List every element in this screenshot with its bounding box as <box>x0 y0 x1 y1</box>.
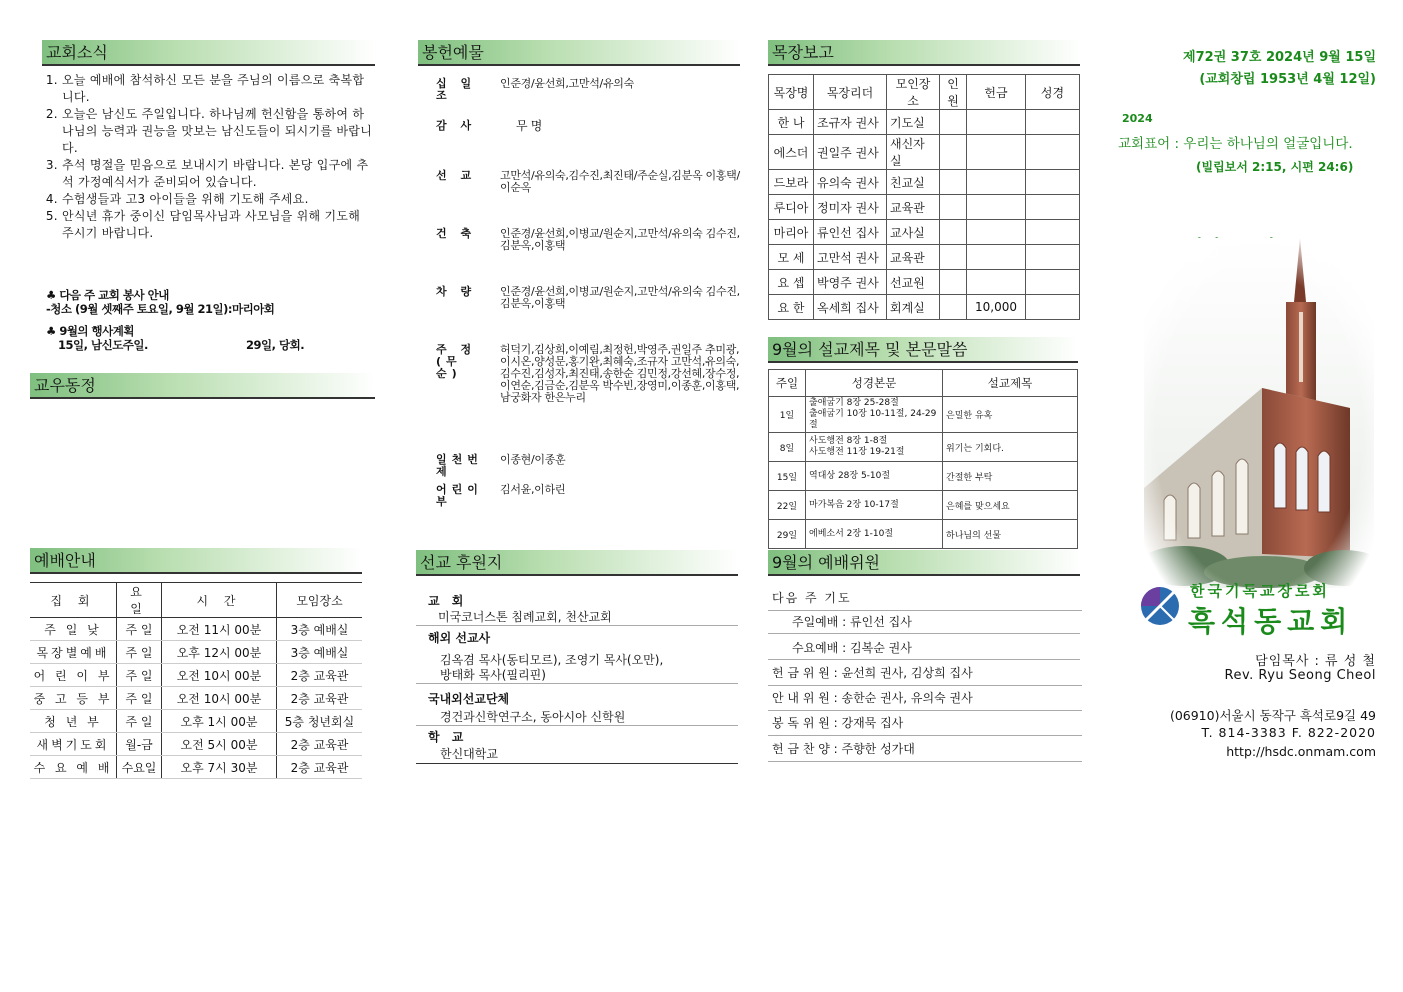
mission-school-value: 한신대학교 <box>416 744 738 764</box>
duty-row: 헌 금 찬 양 : 주향한 성가대 <box>768 737 1082 762</box>
worship-header: 시 간 <box>162 583 277 618</box>
offering-value: 이종현/이종훈 <box>500 453 566 466</box>
cell-report-cell <box>967 170 1026 195</box>
cell-report-cell <box>1026 110 1080 135</box>
mission-overseas-label: 해외 선교사 <box>428 631 491 645</box>
cell-report-cell <box>1026 195 1080 220</box>
cell-report-header: 헌금 <box>967 75 1026 110</box>
event-item: 29일, 당회. <box>246 338 305 352</box>
cover-panel <box>1110 40 1380 770</box>
worship-header: 요 일 <box>117 583 162 618</box>
cell-report-table <box>768 74 1080 320</box>
cell-report-cell: 모 세 <box>769 245 814 270</box>
worship-cell: 어 린 이 부 <box>30 664 117 687</box>
service-notice-title: ♣ 다음 주 교회 봉사 안내 <box>46 288 169 302</box>
cell-report-title: 목장보고 <box>772 43 834 62</box>
sermon-header: 설교제목 <box>943 370 1078 397</box>
cell-report-row <box>769 135 1080 170</box>
worship-cell: 주 일 <box>117 664 162 687</box>
cell-report-cell <box>967 195 1026 220</box>
news-item: 2. 오늘은 남신도 주일입니다. 하나님께 헌신함을 통하여 하나님의 능력과 권능을 맛보는 남신도들이 되시기를 바랍니다. <box>62 106 375 157</box>
worship-table <box>30 582 362 779</box>
offering-value: 허덕기,김상희,이예림,최정헌,박영주,권일주 추미광,이시온,양성문,홍기완,최혜숙,조규자 고만석,유의숙,김수진,김성자,최진태,송한순 김민정,강선혜,장수정,이연순,김금순,김분옥 박수빈,장영미,이종훈,이홍택,남궁화자 한은누리 <box>500 343 740 404</box>
cell-report-cell: 류인선 집사 <box>814 220 887 245</box>
offering-label: 주 정 (무 순) <box>436 343 477 380</box>
sermon-header-row <box>769 370 1078 397</box>
sermon-scripture: 사도행전 8장 1-8절 사도행전 11장 19-21절 <box>806 433 943 462</box>
worship-cell: 새벽기도회 <box>30 733 117 756</box>
cell-report-cell: 권일주 권사 <box>814 135 887 170</box>
worship-section <box>30 548 362 779</box>
cell-report-cell: 10,000 <box>967 295 1026 320</box>
motto: 교회표어 : 우리는 하나님의 얼굴입니다. <box>1118 136 1353 152</box>
cell-report-cell: 박영주 권사 <box>814 270 887 295</box>
cell-report-cell <box>1026 245 1080 270</box>
church-name: 흑석동교회 <box>1188 605 1354 638</box>
offering-value: 김서윤,이하린 <box>500 483 566 496</box>
offering-value: 인준경/윤선희,이병교/원순지,고만석/유의숙 김수진,김분옥,이홍택 <box>500 227 740 252</box>
website-link[interactable]: http://hsdc.onmam.com <box>1226 744 1376 759</box>
offering-title: 봉헌예물 <box>422 43 484 62</box>
cell-report-cell <box>940 195 967 220</box>
worship-row <box>30 618 362 641</box>
sermon-scripture: 마가복음 2장 10-17절 <box>806 491 943 520</box>
cell-report-cell: 교육관 <box>887 195 940 220</box>
cell-report-header-row <box>769 75 1080 110</box>
cell-report-body <box>769 110 1080 320</box>
service-notice-text: -청소 (9월 셋째주 토요일, 9월 21일):마리아회 <box>46 302 275 316</box>
cell-report-cell: 정미자 권사 <box>814 195 887 220</box>
worship-cell: 주 일 <box>117 641 162 664</box>
cell-report-cell: 옥세희 집사 <box>814 295 887 320</box>
worship-cell: 오전 11시 00분 <box>162 618 277 641</box>
cell-report-cell: 유의숙 권사 <box>814 170 887 195</box>
cell-report-cell: 교육관 <box>887 245 940 270</box>
offering-value: 고만석/유의숙,김수진,최진태/주순실,김분옥 이홍택/이순옥 <box>500 169 740 194</box>
news-list <box>30 72 375 242</box>
pastor-english: Rev. Ryu Seong Cheol <box>1224 668 1376 683</box>
church-building-image <box>1144 238 1374 588</box>
event-plan-title: ♣ 9월의 행사계획 <box>46 324 134 338</box>
worship-cell: 2층 교육관 <box>277 687 363 710</box>
cell-report-cell <box>1026 220 1080 245</box>
worship-title: 예배안내 <box>34 551 96 570</box>
news-section-title <box>42 40 375 66</box>
sermon-row <box>769 462 1078 491</box>
worship-cell: 주 일 <box>117 618 162 641</box>
motto-year: 2024 <box>1122 112 1153 125</box>
cell-report-cell <box>940 110 967 135</box>
duty-row: 다음 주 기도 <box>768 586 1082 611</box>
sermon-scripture: 출애굽기 8장 25-28절 출애굽기 10장 10-11절, 24-29절 <box>806 397 943 433</box>
worship-cell: 오전 10시 00분 <box>162 664 277 687</box>
worship-cell: 5층 청년회실 <box>277 710 363 733</box>
duty-row: 헌 금 위 원 : 윤선희 권사, 김상희 집사 <box>768 661 1082 686</box>
sermon-title: 은혜를 맞으세요 <box>943 491 1078 520</box>
mission-org-label: 국내외선교단체 <box>428 692 510 706</box>
offering-label: 십 일 조 <box>436 77 477 102</box>
worship-cell: 목장별예배 <box>30 641 117 664</box>
worship-row <box>30 710 362 733</box>
news-item: 1. 오늘 예배에 참석하신 모든 분을 주님의 이름으로 축복합니다. <box>62 72 375 106</box>
worship-cell: 오전 5시 00분 <box>162 733 277 756</box>
duty-row: 수요예배 : 김복순 권사 <box>768 636 1080 660</box>
cell-report-row <box>769 170 1080 195</box>
worship-cell: 청 년 부 <box>30 710 117 733</box>
denomination: 한국기독교장로회 <box>1190 582 1330 600</box>
worship-cell: 중 고 등 부 <box>30 687 117 710</box>
service-notice <box>46 288 376 352</box>
worship-cell: 오후 12시 00분 <box>162 641 277 664</box>
mission-overseas-value: 방태화 목사(필리핀) <box>416 666 738 684</box>
event-item: 15일, 남신도주일. <box>58 338 148 352</box>
worship-cell: 주 일 <box>117 687 162 710</box>
cell-report-row <box>769 220 1080 245</box>
founded-info: (교회창립 1953년 4월 12일) <box>1199 72 1376 87</box>
address: (06910)서울시 동작구 흑석로9길 49 <box>1169 708 1376 723</box>
news-item: 5. 안식년 휴가 중이신 담임목사님과 사모님을 위해 기도해 주시기 바랍니다. <box>62 208 375 242</box>
pastor: 담임목사 : 류 성 철 <box>1255 654 1376 669</box>
sermon-day: 15일 <box>769 462 806 491</box>
cell-report-cell <box>967 110 1026 135</box>
cell-report-cell: 한 나 <box>769 110 814 135</box>
cell-report-cell: 에스더 <box>769 135 814 170</box>
worship-cell: 3층 예배실 <box>277 618 363 641</box>
cell-report-cell <box>967 135 1026 170</box>
offering-label: 어린이부 <box>436 483 483 508</box>
cell-report-cell <box>1026 270 1080 295</box>
sermon-header: 성경본문 <box>806 370 943 397</box>
worship-header-row <box>30 583 362 618</box>
sermon-table <box>768 369 1078 549</box>
news-item: 3. 추석 명절을 믿음으로 보내시기 바랍니다. 본당 입구에 추석 가정예식서가 준비되어 있습니다. <box>62 157 375 191</box>
members-section <box>30 373 375 399</box>
sermon-title: 위기는 기회다. <box>943 433 1078 462</box>
worship-cell: 월-금 <box>117 733 162 756</box>
cell-report-cell <box>967 220 1026 245</box>
cell-report-cell <box>940 270 967 295</box>
duty-row: 안 내 위 원 : 송한순 권사, 유의숙 권사 <box>768 686 1082 711</box>
column-1 <box>30 40 375 352</box>
worship-section-title <box>30 548 362 574</box>
sermon-day: 29일 <box>769 520 806 549</box>
mission-section-title <box>416 550 738 576</box>
sermon-row <box>769 491 1078 520</box>
cell-report-row <box>769 245 1080 270</box>
offering-label: 건 축 <box>436 227 477 240</box>
members-section-title <box>30 373 375 399</box>
offering-value: 무 명 <box>516 119 543 133</box>
duty-section <box>768 550 1080 770</box>
duty-section-title <box>768 550 1080 576</box>
mission-school-label: 학 교 <box>428 730 468 744</box>
news-item: 4. 수험생들과 고3 아이들을 위해 기도해 주세요. <box>62 191 375 208</box>
cell-report-cell <box>1026 295 1080 320</box>
cell-report-cell <box>940 170 967 195</box>
sermon-title: 9월의 설교제목 및 본문말씀 <box>772 340 968 359</box>
cell-report-cell: 새신자실 <box>887 135 940 170</box>
duty-row: 봉 독 위 원 : 강재묵 집사 <box>768 711 1082 736</box>
worship-cell: 3층 예배실 <box>277 641 363 664</box>
sermon-title: 하나님의 선물 <box>943 520 1078 549</box>
offering-value: 인준경/윤선희,이병교/원순지,고만석/유의숙 김수진,김분옥,이홍택 <box>500 285 740 310</box>
worship-cell: 2층 교육관 <box>277 756 363 779</box>
news-title: 교회소식 <box>46 43 108 62</box>
sermon-scripture: 역대상 28장 5-10절 <box>806 462 943 491</box>
phone-fax: T. 814-3383 F. 822-2020 <box>1201 725 1376 740</box>
sermon-day: 8일 <box>769 433 806 462</box>
worship-cell: 2층 교육관 <box>277 664 363 687</box>
worship-cell: 주 일 낮 <box>30 618 117 641</box>
sermon-body <box>769 397 1078 549</box>
worship-cell: 오전 10시 00분 <box>162 687 277 710</box>
cell-report-section-title <box>768 40 1080 66</box>
cell-report-cell: 요 한 <box>769 295 814 320</box>
worship-body <box>30 618 362 779</box>
mission-church-label: 교 회 <box>428 594 468 608</box>
sermon-section <box>768 337 1078 549</box>
cell-report-cell: 선교원 <box>887 270 940 295</box>
duty-title: 9월의 예배위원 <box>772 553 881 572</box>
issue-info: 제72권 37호 2024년 9월 15일 <box>1183 50 1376 65</box>
cell-report-header: 목장리더 <box>814 75 887 110</box>
cell-report-cell <box>940 295 967 320</box>
church-logo-icon <box>1140 586 1180 626</box>
mission-org-value: 경건과신학연구소, 동아시아 신학원 <box>416 708 738 726</box>
sermon-scripture: 에베소서 2장 1-10절 <box>806 520 943 549</box>
cell-report-cell <box>1026 135 1080 170</box>
mission-church-value: 미국코너스톤 침례교회, 천산교회 <box>416 608 738 626</box>
worship-row <box>30 664 362 687</box>
cell-report-header: 목장명 <box>769 75 814 110</box>
sermon-row <box>769 397 1078 433</box>
cell-report-cell: 드보라 <box>769 170 814 195</box>
worship-cell: 수 요 예 배 <box>30 756 117 779</box>
cell-report-row <box>769 295 1080 320</box>
members-title: 교우동정 <box>34 376 96 395</box>
sermon-title: 은밀한 유혹 <box>943 397 1078 433</box>
cell-report-header: 인원 <box>940 75 967 110</box>
sermon-header: 주일 <box>769 370 806 397</box>
cell-report-row <box>769 110 1080 135</box>
worship-row <box>30 733 362 756</box>
sermon-day: 1일 <box>769 397 806 433</box>
cell-report-cell: 고만석 권사 <box>814 245 887 270</box>
offering-label: 선 교 <box>436 169 477 182</box>
cell-report-row <box>769 195 1080 220</box>
cell-report-cell: 루디아 <box>769 195 814 220</box>
worship-cell: 오후 7시 30분 <box>162 756 277 779</box>
worship-cell: 오후 1시 00분 <box>162 710 277 733</box>
cell-report-cell <box>967 245 1026 270</box>
worship-header: 모임장소 <box>277 583 363 618</box>
offering-section-title <box>418 40 740 66</box>
worship-row <box>30 687 362 710</box>
offering-section <box>418 40 740 510</box>
offering-label: 차 량 <box>436 285 477 298</box>
mission-section <box>416 550 738 770</box>
cell-report-section <box>768 40 1080 320</box>
mission-title: 선교 후원지 <box>420 553 503 572</box>
event-plan-items <box>58 338 376 352</box>
cell-report-cell <box>940 135 967 170</box>
sermon-section-title <box>768 337 1078 363</box>
mission-overseas-value: 김옥겸 목사(동티모르), 조영기 목사(오만), <box>440 653 664 667</box>
offering-label: 일천번제 <box>436 453 483 478</box>
duty-row: 주일예배 : 류인선 집사 <box>768 610 1080 634</box>
sermon-row <box>769 520 1078 549</box>
cell-report-cell <box>967 270 1026 295</box>
offering-label: 감 사 <box>436 119 477 132</box>
cell-report-cell: 조규자 권사 <box>814 110 887 135</box>
worship-cell: 주 일 <box>117 710 162 733</box>
motto-verse: (빌립보서 2:15, 시편 24:6) <box>1196 160 1354 174</box>
cell-report-cell: 기도실 <box>887 110 940 135</box>
worship-row <box>30 641 362 664</box>
worship-cell: 2층 교육관 <box>277 733 363 756</box>
cell-report-header: 성경 <box>1026 75 1080 110</box>
sermon-day: 22일 <box>769 491 806 520</box>
cell-report-row <box>769 270 1080 295</box>
cell-report-cell: 교사실 <box>887 220 940 245</box>
sermon-row <box>769 433 1078 462</box>
worship-row <box>30 756 362 779</box>
offering-value: 인준경/윤선희,고만석/유의숙 <box>500 77 634 90</box>
worship-cell: 수요일 <box>117 756 162 779</box>
cell-report-cell <box>1026 170 1080 195</box>
cell-report-cell: 요 셉 <box>769 270 814 295</box>
worship-header: 집 회 <box>30 583 117 618</box>
sermon-title: 간절한 부탁 <box>943 462 1078 491</box>
cell-report-cell: 회계실 <box>887 295 940 320</box>
cell-report-cell: 친교실 <box>887 170 940 195</box>
cell-report-cell <box>940 245 967 270</box>
cell-report-cell: 마리아 <box>769 220 814 245</box>
cell-report-cell <box>940 220 967 245</box>
cell-report-header: 모인장소 <box>887 75 940 110</box>
